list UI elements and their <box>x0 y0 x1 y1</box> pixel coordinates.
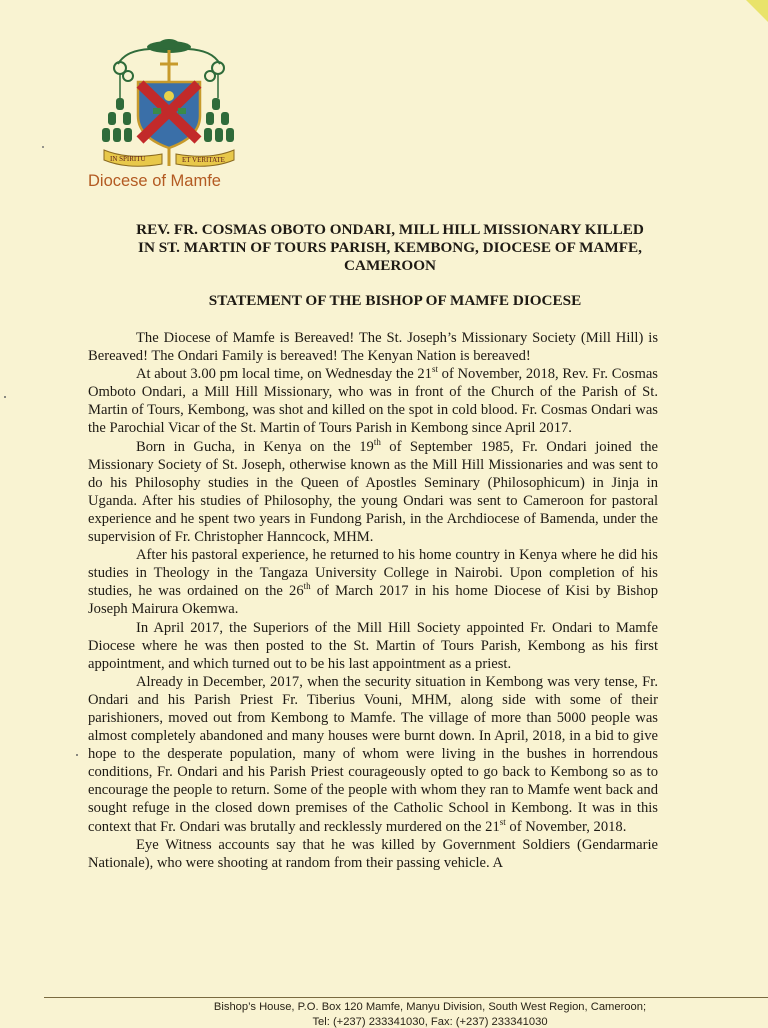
title-line: CAMEROON <box>344 257 436 274</box>
speck <box>4 396 6 398</box>
paragraph: Eye Witness accounts say that he was killed by Government Soldiers (Gendarmarie Nationale), who were shooting at random from their passing vehicle. A <box>88 836 658 871</box>
footer-contact: Tel: (+237) 233341030, Fax: (+237) 233341030 <box>312 1016 548 1028</box>
motto-right: ET VERITATE <box>182 156 225 164</box>
title-line: REV. FR. COSMAS OBOTO ONDARI, MILL HILL MISSIONARY KILLED <box>136 221 644 238</box>
motto-left: IN SPIRITU <box>110 155 146 163</box>
speck <box>76 754 78 756</box>
paragraph: The Diocese of Mamfe is Bereaved! The St. Joseph’s Missionary Society (Mill Hill) is Bereaved! The Ondari Family is bereaved! The Kenyan Nation is bereaved! <box>88 330 658 365</box>
speck <box>42 146 44 148</box>
footer-address: Bishop’s House, P.O. Box 120 Mamfe, Manyu Division, South West Region, Cameroon; <box>213 1001 647 1013</box>
diocese-coat-of-arms <box>98 36 240 172</box>
paragraph: Already in December, 2017, when the security situation in Kembong was very tense, Fr. Ondari and his Parish Priest Fr. Tiberius Vouni, MHM, along side with some of their parishioners, moved out from Kembong to Mamfe. The village of more than 5000 people was almost completely abandoned and many houses were burnt down. In April, 2018, in a bid to give hope to the desperate population, many of whom were living in the bushes in horrendous conditions, Fr. Ondari and his Parish Priest courageously opted to go back to Kembong so as to encourage the people to return. Some of the people with whom they ran to Mamfe went back and sought refuge in the closed down premises of the Catholic School in Kembong. It was in this context that Fr. Ondari was brutally and recklessly murdered on the 21st of November, 2018. <box>88 673 658 835</box>
paragraph: At about 3.00 pm local time, on Wednesday the 21st of November, 2018, Rev. Fr. Cosmas Omboto Ondari, a Mill Hill Missionary, who was in front of the Church of the Parish of St. Martin of Tours, Kembong, was shot and killed on the spot in cold blood. Fr. Cosmas Ondari was the Parochial Vicar of the St. Martin of Tours Parish in Kembong since April 2017. <box>88 364 658 437</box>
document-subtitle: STATEMENT OF THE BISHOP OF MAMFE DIOCESE <box>208 292 582 309</box>
document-title <box>70 221 710 275</box>
page-corner-fold <box>746 0 768 22</box>
footer-divider <box>44 997 768 998</box>
title-line: IN ST. MARTIN OF TOURS PARISH, KEMBONG, DIOCESE OF MAMFE, <box>138 239 642 256</box>
diocese-name: Diocese of Mamfe <box>88 172 221 190</box>
paragraph: After his pastoral experience, he returned to his home country in Kenya where he did his studies in Theology in the Tangaza University College in Nairobi. Upon completion of his studies, he was ordained on the 26th of March 2017 in his home Diocese of Kisi by Bishop Joseph Mairura Okemwa. <box>88 547 658 618</box>
paragraph: Born in Gucha, in Kenya on the 19th of September 1985, Fr. Ondari joined the Missionary Society of St. Joseph, otherwise known as the Mill Hill Missionaries and was sent to do his Philosophy studies in the Queen of Apostles Seminary (Philosophicum) in Jinja in Uganda. After his studies of Philosophy, the young Ondari was sent to Cameroon for pastoral experience and he spent two years in Fundong Parish, in the Archdiocese of Bamenda, under the supervision of Fr. Christopher Hanncock, MHM. <box>88 436 658 546</box>
statement-body <box>88 329 658 872</box>
paragraph: In April 2017, the Superiors of the Mill Hill Society appointed Fr. Ondari to Mamfe Diocese where he was then posted to the St. Martin of Tours Parish, Kembong as his first appointment, and which turned out to be his last appointment as a priest. <box>88 619 658 672</box>
